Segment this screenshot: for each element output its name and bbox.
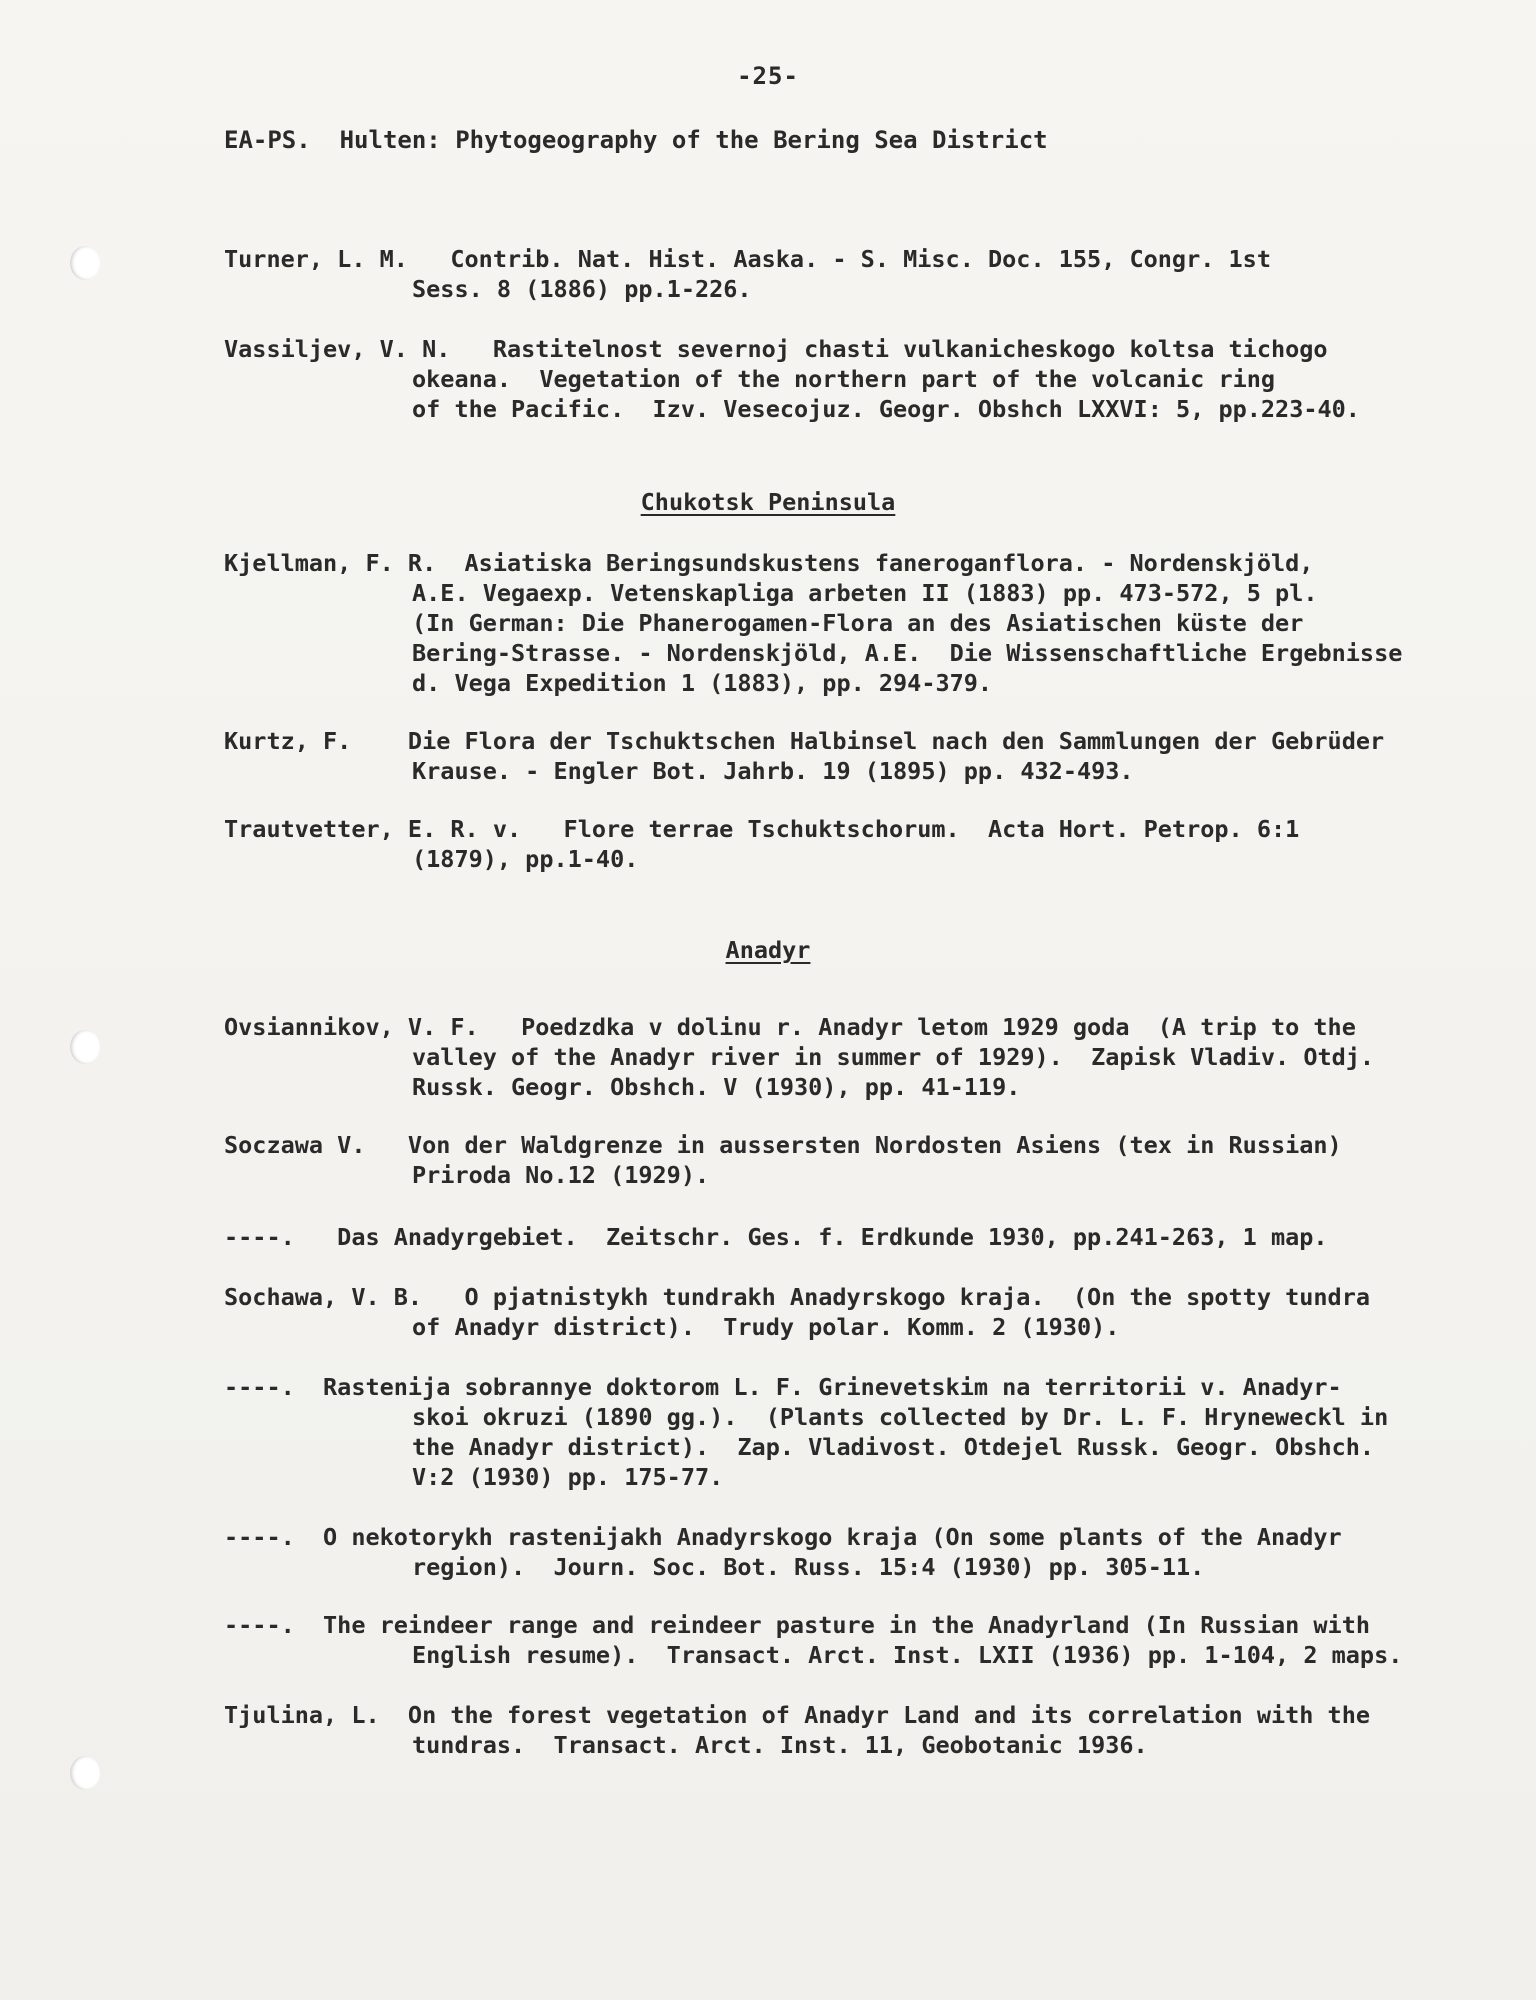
entry-line: Russk. Geogr. Obshch. V (1930), pp. 41-119. <box>412 1073 1021 1101</box>
bibliography-entry-kurtz <box>224 726 1464 786</box>
entry-line: Tjulina, L. On the forest vegetation of Anadyr Land and its correlation with the <box>224 1701 1371 1729</box>
bibliography-entry-ovsiannikov <box>224 1012 1464 1102</box>
bibliography-entry-turner <box>224 244 1464 304</box>
entry-line: Sess. 8 (1886) pp.1-226. <box>412 275 752 303</box>
entry-line: valley of the Anadyr river in summer of 1929). Zapisk Vladiv. Otdj. <box>412 1043 1375 1071</box>
section-heading-chukotsk <box>0 488 1536 516</box>
entry-line: ----. Das Anadyrgebiet. Zeitschr. Ges. f. Erdkunde 1930, pp.241-263, 1 map. <box>224 1223 1328 1251</box>
punch-hole <box>70 1756 100 1790</box>
entry-line: V:2 (1930) pp. 175-77. <box>412 1463 724 1491</box>
bibliography-entry-trautvetter <box>224 814 1464 874</box>
bibliography-entry-reindeer <box>224 1610 1464 1670</box>
entry-line: ----. Rastenija sobrannye doktorom L. F. Grinevetskim na territorii v. Anadyr- <box>224 1373 1342 1401</box>
entry-line: Trautvetter, E. R. v. Flore terrae Tschuktschorum. Acta Hort. Petrop. 6:1 <box>224 815 1300 843</box>
entry-line: the Anadyr district). Zap. Vladivost. Otdejel Russk. Geogr. Obshch. <box>412 1433 1375 1461</box>
running-header: EA-PS. Hulten: Phytogeography of the Bering Sea District <box>224 126 1048 154</box>
entry-line: region). Journ. Soc. Bot. Russ. 15:4 (1930) pp. 305-11. <box>412 1553 1205 1581</box>
entry-line: (1879), pp.1-40. <box>412 845 639 873</box>
entry-line: skoi okruzi (1890 gg.). (Plants collected by Dr. L. F. Hryneweckl in <box>412 1403 1389 1431</box>
entry-line: Kjellman, F. R. Asiatiska Beringsundskustens faneroganflora. - Nordenskjöld, <box>224 549 1314 577</box>
entry-line: Ovsiannikov, V. F. Poedzdka v dolinu r. Anadyr letom 1929 goda (A trip to the <box>224 1013 1356 1041</box>
entry-line: okeana. Vegetation of the northern part of the volcanic ring <box>412 365 1276 393</box>
entry-line: tundras. Transact. Arct. Inst. 11, Geobotanic 1936. <box>412 1731 1148 1759</box>
entry-line: of the Pacific. Izv. Vesecojuz. Geogr. Obshch LXXVI: 5, pp.223-40. <box>412 395 1360 423</box>
entry-line: ----. The reindeer range and reindeer pasture in the Anadyrland (In Russian with <box>224 1611 1371 1639</box>
entry-line: English resume). Transact. Arct. Inst. LXII (1936) pp. 1-104, 2 maps. <box>412 1641 1403 1669</box>
entry-line: Bering-Strasse. - Nordenskjöld, A.E. Die Wissenschaftliche Ergebnisse <box>412 639 1403 667</box>
punch-hole <box>70 246 100 280</box>
entry-line: Sochawa, V. B. O pjatnistykh tundrakh Anadyrskogo kraja. (On the spotty tundra <box>224 1283 1371 1311</box>
page-number: -25- <box>737 62 799 90</box>
bibliography-entry-anadyrgebiet <box>224 1222 1464 1252</box>
punch-hole <box>70 1030 100 1064</box>
entry-line: Soczawa V. Von der Waldgrenze in aussersten Nordosten Asiens (tex in Russian) <box>224 1131 1342 1159</box>
entry-line: Vassiljev, V. N. Rastitelnost severnoj chasti vulkanicheskogo koltsa tichogo <box>224 335 1328 363</box>
bibliography-entry-sochawa <box>224 1282 1464 1342</box>
section-heading-text: Anadyr <box>725 936 811 964</box>
entry-line: Priroda No.12 (1929). <box>412 1161 710 1189</box>
bibliography-entry-nekotorykh <box>224 1522 1464 1582</box>
section-heading-anadyr <box>0 936 1536 964</box>
bibliography-entry-tjulina <box>224 1700 1464 1760</box>
entry-line: (In German: Die Phanerogamen-Flora an des Asiatischen küste der <box>412 609 1304 637</box>
bibliography-entry-soczawa <box>224 1130 1464 1190</box>
entry-line: A.E. Vegaexp. Vetenskapliga arbeten II (1883) pp. 473-572, 5 pl. <box>412 579 1318 607</box>
entry-line: Turner, L. M. Contrib. Nat. Hist. Aaska. - S. Misc. Doc. 155, Congr. 1st <box>224 245 1271 273</box>
bibliography-entry-rastenija <box>224 1372 1464 1492</box>
bibliography-entry-vassiljev <box>224 334 1464 424</box>
entry-line: Kurtz, F. Die Flora der Tschuktschen Halbinsel nach den Sammlungen der Gebrüder <box>224 727 1385 755</box>
bibliography-entry-kjellman <box>224 548 1464 698</box>
entry-line: of Anadyr district). Trudy polar. Komm. 2 (1930). <box>412 1313 1120 1341</box>
entry-line: d. Vega Expedition 1 (1883), pp. 294-379. <box>412 669 993 697</box>
section-heading-text: Chukotsk Peninsula <box>640 488 896 516</box>
entry-line: Krause. - Engler Bot. Jahrb. 19 (1895) pp. 432-493. <box>412 757 1134 785</box>
entry-line: ----. O nekotorykh rastenijakh Anadyrskogo kraja (On some plants of the Anadyr <box>224 1523 1342 1551</box>
